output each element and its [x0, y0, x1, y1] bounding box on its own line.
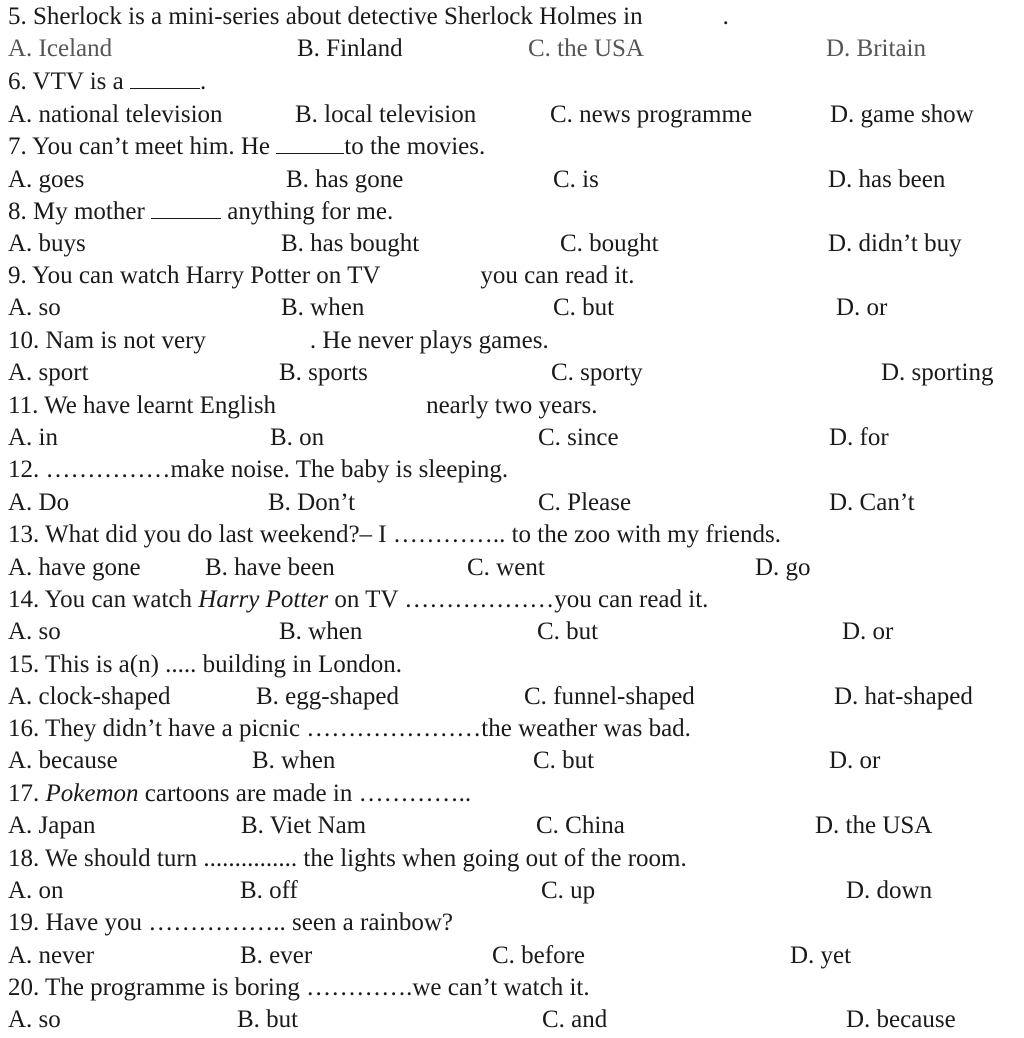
options-7: [0, 164, 1024, 196]
options-19: [0, 940, 1024, 972]
question-text: 19. Have you …………….. seen a rainbow?: [8, 909, 454, 936]
option-d[interactable]: D. because: [846, 1006, 956, 1033]
option-d[interactable]: D. Can’t: [829, 489, 915, 516]
option-b[interactable]: B. Finland: [297, 35, 403, 62]
option-a[interactable]: A. clock-shaped: [8, 683, 171, 710]
option-d[interactable]: D. or: [836, 294, 888, 321]
question-text: 15. This is a(n) ..... building in London.: [8, 651, 402, 678]
option-c[interactable]: C. sporty: [551, 359, 643, 386]
options-5: [0, 33, 1024, 65]
option-b[interactable]: B. local television: [295, 101, 477, 128]
option-c[interactable]: C. funnel-shaped: [524, 683, 695, 710]
option-b[interactable]: B. on: [270, 424, 325, 451]
option-c[interactable]: C. went: [467, 554, 545, 581]
question-text-end: to the movies.: [344, 133, 486, 160]
option-a[interactable]: A. never: [8, 942, 95, 969]
option-c[interactable]: C. since: [538, 424, 619, 451]
question-text-end: you can read it.: [480, 262, 635, 289]
question-20: [0, 972, 1024, 1004]
option-b[interactable]: B. sports: [279, 359, 368, 386]
option-c[interactable]: C. bought: [560, 230, 659, 257]
options-10: [0, 357, 1024, 389]
question-7: [0, 131, 1024, 163]
option-a[interactable]: A. Japan: [8, 812, 96, 839]
question-8: [0, 196, 1024, 228]
question-text: 13. What did you do last weekend?– I ………….. to the zoo with my friends.: [8, 521, 782, 548]
options-20: [0, 1004, 1024, 1036]
question-11: [0, 390, 1024, 422]
option-d[interactable]: D. sporting: [881, 359, 994, 386]
question-text: 5. Sherlock is a mini-series about detective Sherlock Holmes in: [8, 3, 643, 30]
option-d[interactable]: D. game show: [830, 101, 974, 128]
option-a[interactable]: A. have gone: [8, 554, 141, 581]
option-c[interactable]: C. up: [541, 877, 596, 904]
question-text: 6. VTV is a: [8, 68, 124, 95]
question-text-end: .: [200, 68, 207, 95]
option-b[interactable]: B. but: [237, 1006, 299, 1033]
option-b[interactable]: B. has bought: [281, 230, 420, 257]
option-b[interactable]: B. off: [240, 877, 298, 904]
question-text: 9. You can watch Harry Potter on TV: [8, 262, 381, 289]
question-text: 7. You can’t meet him. He: [8, 133, 271, 160]
answer-blank[interactable]: [276, 133, 344, 154]
question-text-end: anything for me.: [227, 198, 394, 225]
options-15: [0, 681, 1024, 713]
option-c[interactable]: C. but: [537, 618, 599, 645]
option-a[interactable]: A. Iceland: [8, 35, 113, 62]
option-d[interactable]: D. for: [829, 424, 889, 451]
question-text-end: cartoons are made in …………..: [138, 780, 472, 807]
question-15: [0, 649, 1024, 681]
option-d[interactable]: D. Britain: [826, 35, 926, 62]
option-b[interactable]: B. when: [281, 294, 365, 321]
question-13: [0, 519, 1024, 551]
option-b[interactable]: B. has gone: [286, 166, 404, 193]
options-16: [0, 745, 1024, 777]
option-c[interactable]: C. Please: [538, 489, 632, 516]
options-11: [0, 422, 1024, 454]
question-17: [0, 778, 1024, 810]
options-12: [0, 487, 1024, 519]
option-b[interactable]: B. when: [252, 747, 336, 774]
options-14: [0, 616, 1024, 648]
question-text: 11. We have learnt English: [8, 392, 277, 419]
option-d[interactable]: D. or: [829, 747, 881, 774]
option-d[interactable]: D. yet: [790, 942, 852, 969]
question-12: [0, 454, 1024, 486]
question-text: 8. My mother: [8, 198, 145, 225]
question-text-end: on TV ………………you can read it.: [328, 586, 709, 613]
question-text: 10. Nam is not very: [8, 327, 206, 354]
option-a[interactable]: A. buys: [8, 230, 86, 257]
question-14: [0, 584, 1024, 616]
question-text-end: . He never plays games.: [309, 327, 549, 354]
option-a[interactable]: A. national television: [8, 101, 223, 128]
options-17: [0, 810, 1024, 842]
question-text-end: nearly two years.: [426, 392, 598, 419]
question-text-end: .: [722, 3, 729, 30]
option-a[interactable]: A. in: [8, 424, 58, 451]
option-d[interactable]: D. go: [755, 554, 811, 581]
option-a[interactable]: A. goes: [8, 166, 85, 193]
answer-blank[interactable]: [130, 68, 200, 89]
option-a[interactable]: A. so: [8, 618, 61, 645]
question-text: 16. They didn’t have a picnic …………………the weather was bad.: [8, 715, 691, 742]
option-b[interactable]: B. when: [279, 618, 363, 645]
title-harry-potter: Harry Potter: [198, 586, 329, 613]
option-c[interactable]: C. but: [533, 747, 595, 774]
options-6: [0, 99, 1024, 131]
question-19: [0, 907, 1024, 939]
option-c[interactable]: C. but: [553, 294, 615, 321]
question-9: [0, 260, 1024, 292]
option-d[interactable]: D. hat-shaped: [834, 683, 973, 710]
option-a[interactable]: A. so: [8, 294, 61, 321]
question-18: [0, 843, 1024, 875]
option-d[interactable]: D. down: [846, 877, 933, 904]
option-b[interactable]: B. Viet Nam: [241, 812, 367, 839]
option-c[interactable]: C. is: [553, 166, 599, 193]
question-6: [0, 66, 1024, 98]
option-b[interactable]: B. have been: [205, 554, 335, 581]
question-text: 12. ……………make noise. The baby is sleeping.: [8, 456, 509, 483]
option-d[interactable]: D. the USA: [815, 812, 933, 839]
option-b[interactable]: B. egg-shaped: [256, 683, 400, 710]
option-a[interactable]: A. on: [8, 877, 64, 904]
question-text: 14. You can watch: [8, 586, 199, 613]
option-b[interactable]: B. Don’t: [268, 489, 356, 516]
option-c[interactable]: C. China: [536, 812, 625, 839]
options-8: [0, 228, 1024, 260]
option-a[interactable]: A. so: [8, 1006, 61, 1033]
option-d[interactable]: D. has been: [828, 166, 946, 193]
option-d[interactable]: D. didn’t buy: [828, 230, 962, 257]
option-c[interactable]: C. the USA: [528, 35, 644, 62]
options-9: [0, 292, 1024, 324]
options-18: [0, 875, 1024, 907]
title-pokemon: Pokemon: [45, 780, 139, 807]
option-c[interactable]: C. and: [542, 1006, 608, 1033]
option-c[interactable]: C. before: [492, 942, 586, 969]
option-c[interactable]: C. news programme: [550, 101, 753, 128]
question-text: 18. We should turn ............... the lights when going out of the room.: [8, 845, 687, 872]
question-5: [0, 1, 1024, 33]
option-a[interactable]: A. Do: [8, 489, 70, 516]
question-text: 17.: [8, 780, 46, 807]
option-a[interactable]: A. sport: [8, 359, 89, 386]
options-13: [0, 552, 1024, 584]
option-d[interactable]: D. or: [842, 618, 894, 645]
answer-blank[interactable]: [151, 198, 221, 219]
question-16: [0, 713, 1024, 745]
question-text: 20. The programme is boring ………….we can’t watch it.: [8, 974, 590, 1001]
option-b[interactable]: B. ever: [240, 942, 313, 969]
option-a[interactable]: A. because: [8, 747, 118, 774]
question-10: [0, 325, 1024, 357]
